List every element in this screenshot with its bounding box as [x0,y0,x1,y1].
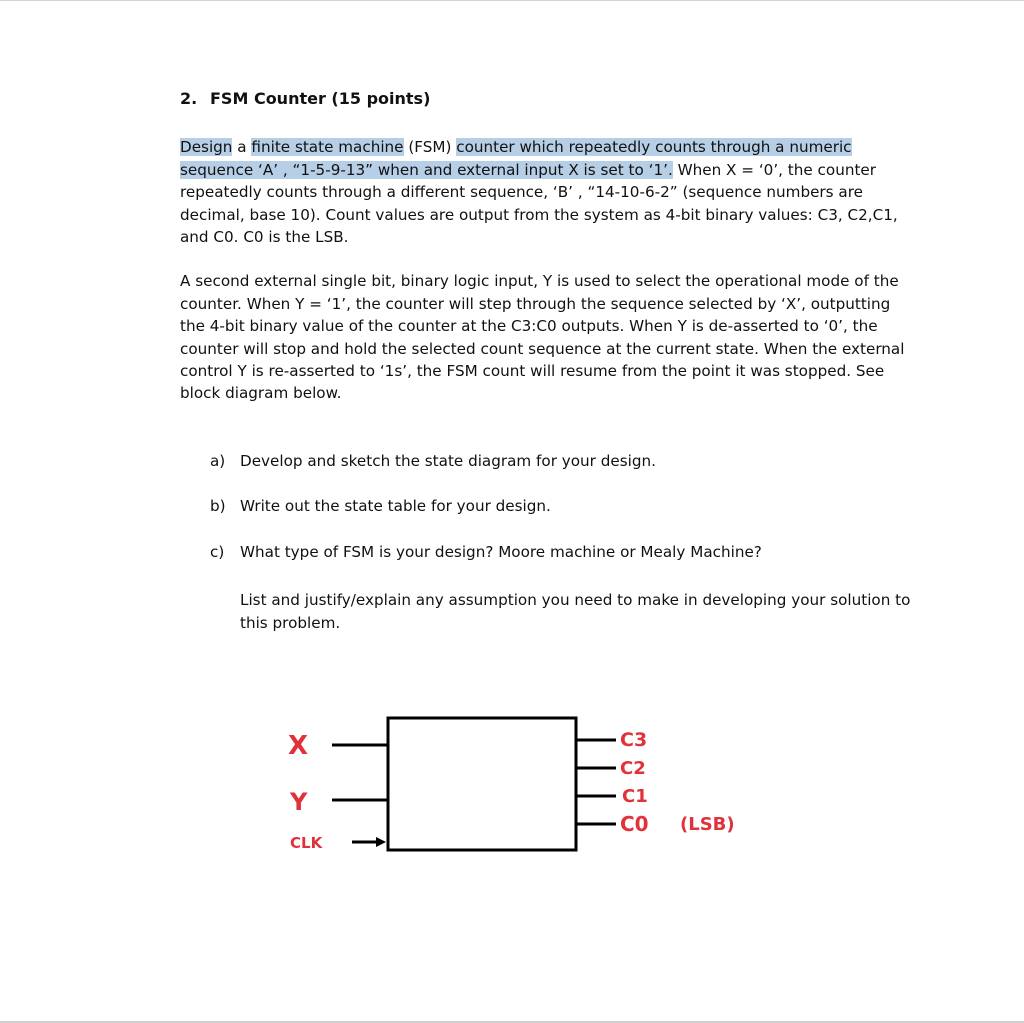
question-list [180,450,920,563]
output-c1-label: C1 [622,786,648,807]
highlight-2[interactable]: finite state machine [251,138,404,157]
clock-arrow-icon [376,837,386,847]
paragraph-1 [180,136,920,248]
highlight-1[interactable]: Design [180,138,233,157]
input-clk-label: CLK [290,834,323,852]
highlight-3[interactable]: counter which repeatedly counts through a numeric sequence ‘A’ , “1-5-9-13” when and external input X is set to ‘1’. [180,138,852,179]
list-item [210,450,920,472]
top-border [0,0,1024,1]
output-c3-label: C3 [620,729,648,751]
question-number: 2. [180,89,198,108]
input-y-label: Y [290,788,308,816]
fsm-block [388,718,576,850]
input-x-label: X [288,731,309,761]
list-item-text: Develop and sketch the state diagram for your design. [240,451,656,470]
document-page [180,88,920,634]
list-item-label: b) [210,497,226,516]
list-item [210,541,920,563]
list-item-label: c) [210,542,225,561]
para1-text-2: (FSM) [403,138,457,157]
assumptions-note: List and justify/explain any assumption you need to make in developing your solution to this problem. [240,591,911,632]
question-title [180,88,920,110]
list-item-text: What type of FSM is your design? Moore machine or Mealy Machine? [240,542,762,561]
list-item-text: Write out the state table for your design. [240,497,551,516]
list-item-label: a) [210,451,226,470]
para1-text-1: a [232,138,252,157]
para1-text-3: When X = ‘0’, the counter repeatedly counts through a different sequence, ‘B’ , “14-10-6-2” (sequence numbers are decimal, base 10). Count values are output from the system as 4-bit binary values: C3, C2,C1, and C0. C0 is the LSB. [180,160,898,247]
question-title-text: FSM Counter (15 points) [210,89,431,108]
output-c0-label: C0 [620,812,649,836]
output-c2-label: C2 [620,758,646,779]
paragraph-2: A second external single bit, binary logic input, Y is used to select the operational mode of the counter. When Y = ‘1’, the counter will step through the sequence selected by ‘X’, outputting the 4-bit binary value of the counter at the C3:C0 outputs. When Y is de-asserted to ‘0’, the counter will stop and hold the selected count sequence at the current state. When the external control Y is re-asserted to ‘1s’, the FSM count will resume from the point it was stopped. See block diagram below. [180,272,905,403]
block-diagram [270,700,790,870]
list-item [210,495,920,517]
lsb-label: (LSB) [680,814,735,835]
